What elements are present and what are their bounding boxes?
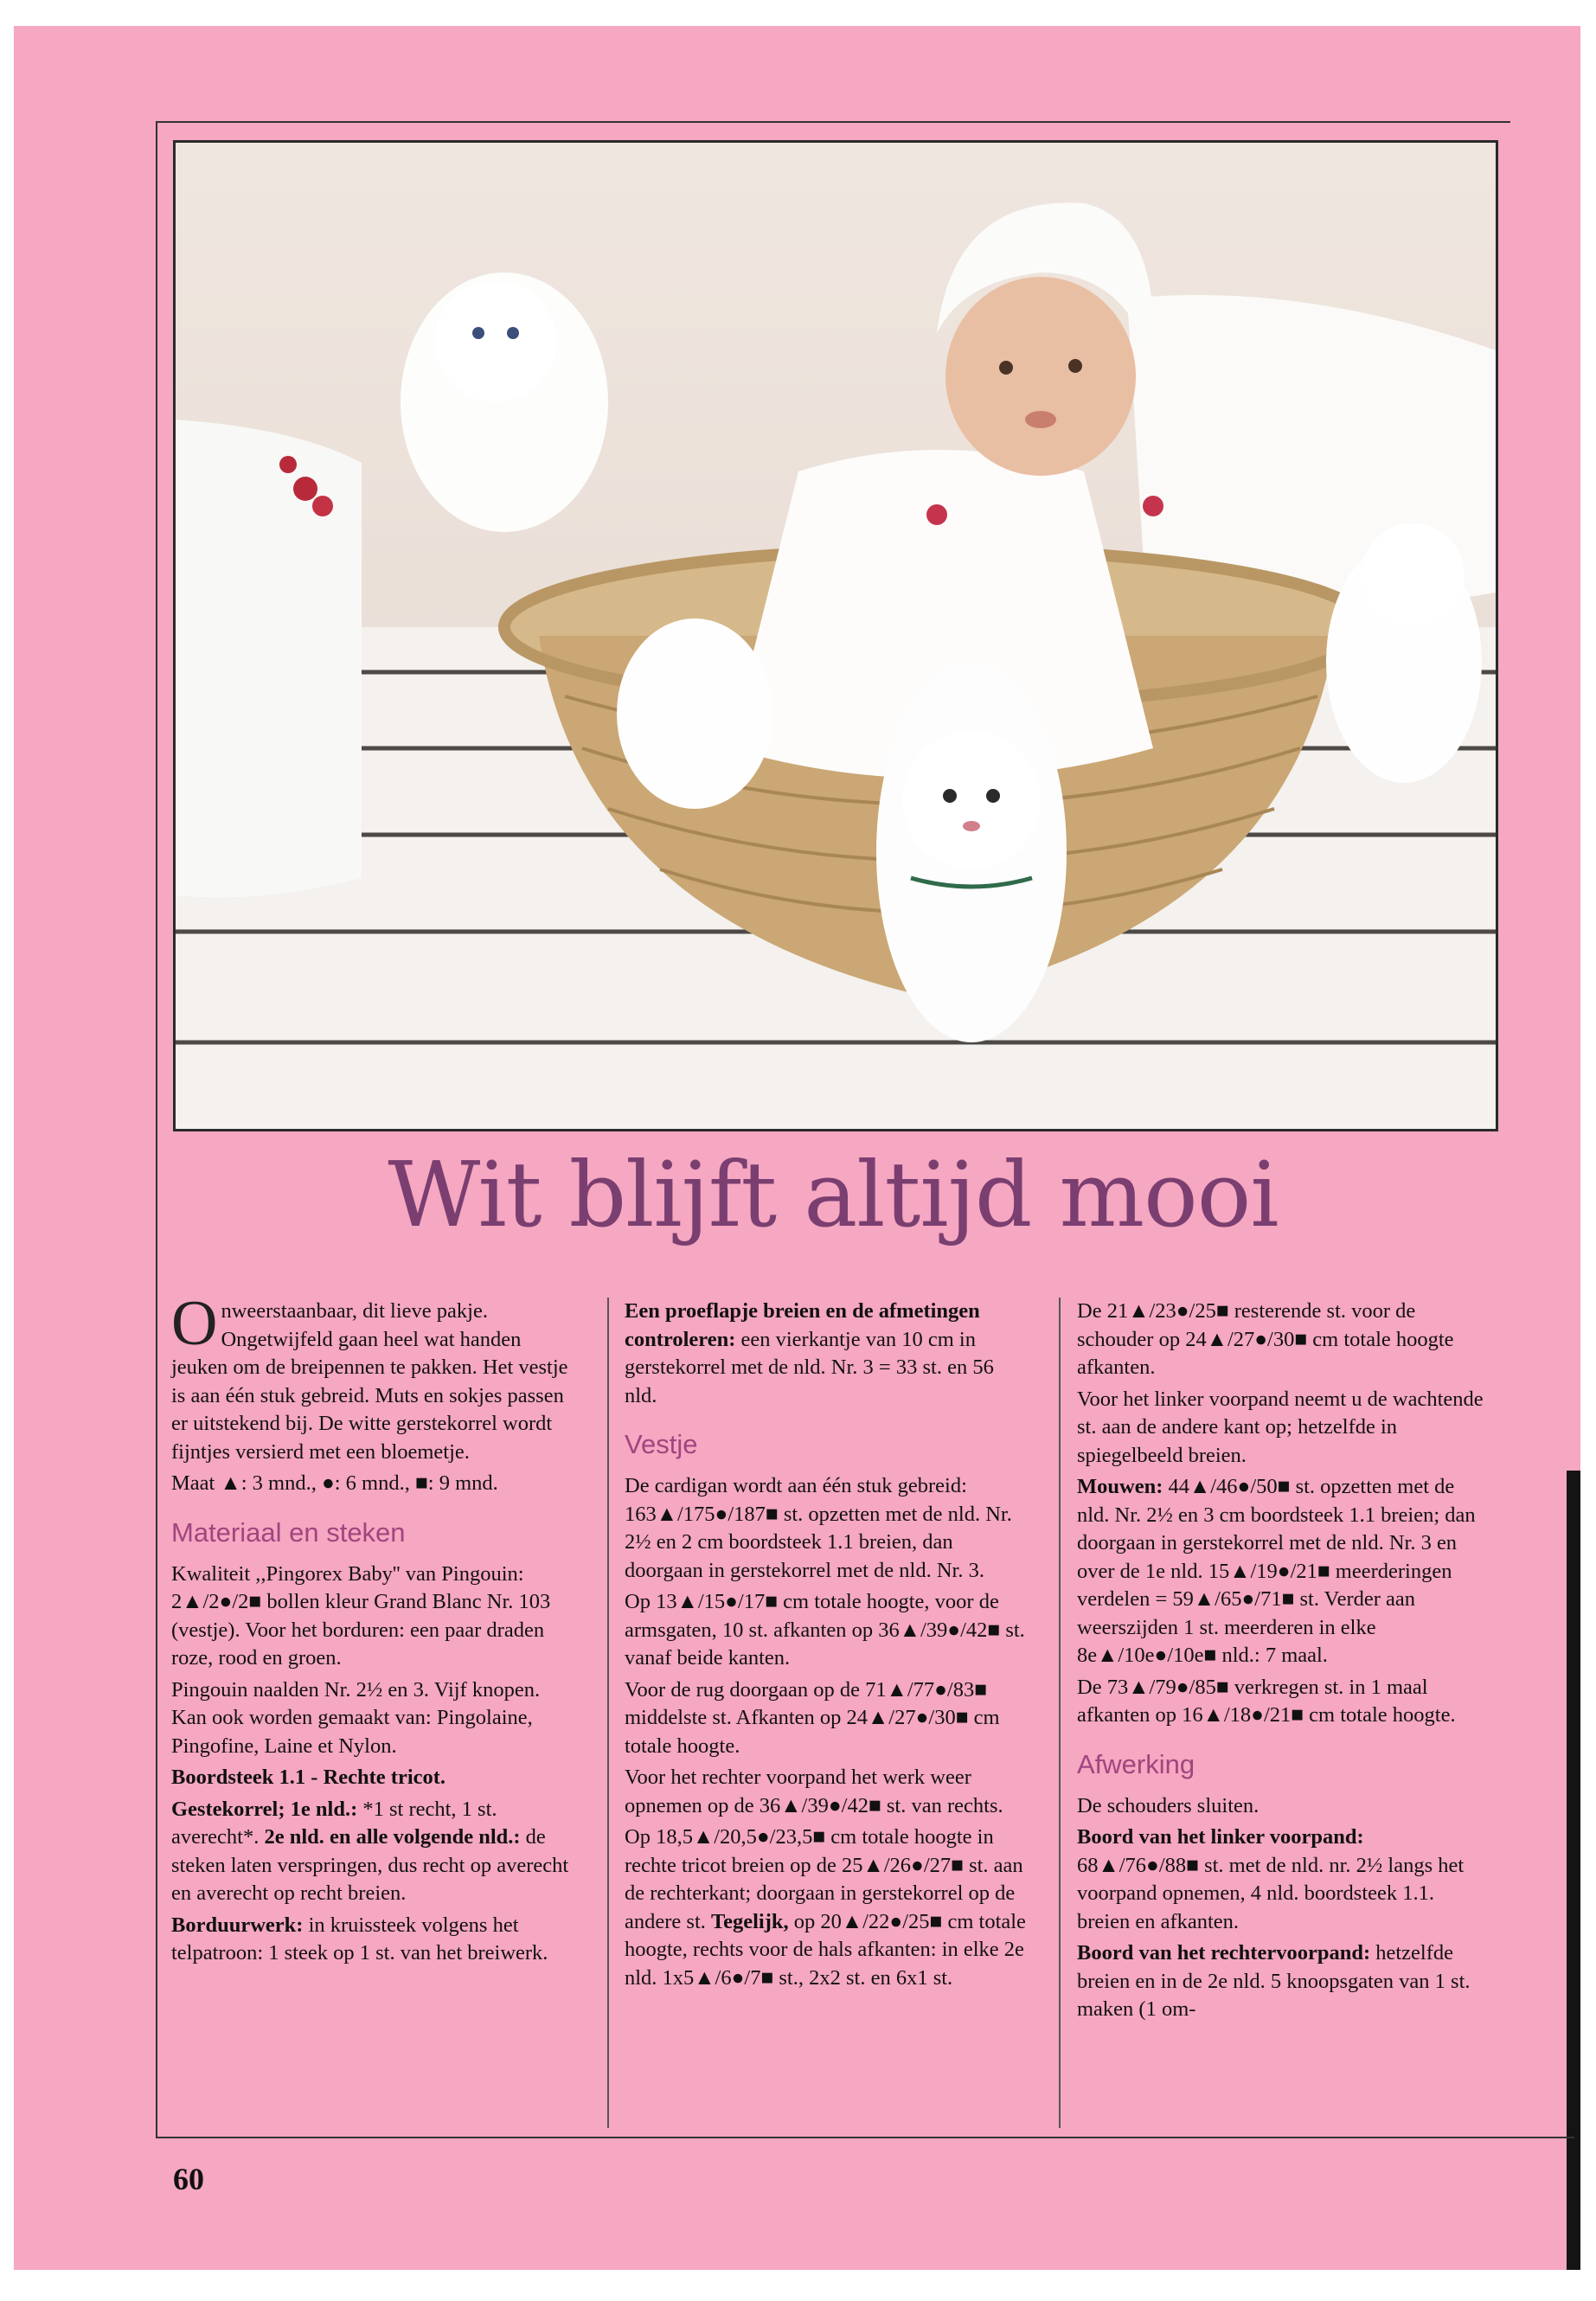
frame-top-line [156,121,1510,123]
vestje-paragraph-3: Voor de rug doorgaan op de 71▲/77●/83■ middelste st. Afkanten op 24▲/27●/30■ cm totale hoogte. [625,1677,1000,1758]
scan-border-left [0,0,14,2301]
frame-left-line [156,121,157,2137]
vestje-paragraph-5: Op 18,5▲/20,5●/23,5■ cm totale hoogte in rechte tricot breien op de 25▲/26●/27■ st. aan de rechterkant; doorgaan in gerstekorrel op de andere st. Tegelijk, op 20▲/22●/25■ cm totale hoogte, rechts voor de hals afkanten: in elke 2e nld. 1x5▲/6●/7■ st., 2x2 st. en 6x1 st. [625,1825,1026,1990]
boord-rechter-paragraph: Boord van het rechtervoorpand: hetzelfde breien en in de 2e nld. 5 knoopsgaten van 1 st. maken (1 om- [1077,1941,1471,2021]
gestekorrel-paragraph: Gestekorrel; 1e nld.: *1 st recht, 1 st. averecht*. 2e nld. en alle volgende nld.: de steken laten verspringen, dus recht op averecht en averecht op recht breien. [171,1797,569,1905]
heading-materiaal: Materiaal en steken [171,1516,406,1548]
schouders-sluiten-line: De schouders sluiten. [1077,1793,1259,1817]
kwaliteit-paragraph: Kwaliteit ,,Pingorex Baby'' van Pingouin: 2▲/2●/2■ bollen kleur Grand Blanc Nr. 103 (vestje). Voor het borduren: een paar draden roze, rood en groen. [171,1561,551,1670]
scan-shadow [1567,1471,1580,2270]
baby-in-basket-photo [173,140,1498,1131]
afkanten-paragraph: De 73▲/79●/85■ verkregen st. in 1 maal afkanten op 16▲/18●/21■ cm totale hoogte. [1077,1675,1456,1727]
text-column-1 [171,1288,571,1971]
frame-bottom-line [156,2137,1574,2138]
boord-linker-paragraph: Boord van het linker voorpand: 68▲/76●/88■ st. met de nld. nr. 2½ langs het voorpand opnemen, 4 nld. boordsteek 1.1. breien en afkanten. [1077,1825,1465,1933]
vestje-paragraph-4: Voor het rechter voorpand het werk weer opnemen op de 36▲/39●/42■ st. van rechts. [625,1766,1003,1817]
schouder-paragraph: De 21▲/23●/25■ resterende st. voor de schouder op 24▲/27●/30■ cm totale hoogte afkanten. [1077,1299,1454,1379]
photo-illustration [176,143,1496,1129]
intro-paragraph [171,1288,571,1466]
heading-afwerking: Afwerking [1077,1748,1195,1779]
naalden-paragraph: Pingouin naalden Nr. 2½ en 3. Vijf knopen. Kan ook worden gemaakt van: Pingolaine, Pingofine, Laine et Nylon. [171,1677,541,1758]
vestje-paragraph-1: De cardigan wordt aan één stuk gebreid: 163▲/175●/187■ st. opzetten met de nld. Nr. 2½ en 2 cm boordsteek 1.1 breien, dan doorgaan in gerstekorrel met de nld. Nr. 3. [625,1474,1012,1582]
boordsteek-line: Boordsteek 1.1 - Rechte tricot. [171,1766,446,1789]
scan-border-top [0,0,1596,26]
text-column-2 [625,1298,1028,1996]
page-number: 60 [173,2162,204,2196]
text-column-3 [1077,1298,1484,2028]
column-divider-1 [607,1298,609,2128]
sizes-line: Maat ▲: 3 mnd., ●: 6 mnd., ■: 9 mnd. [171,1471,498,1495]
page-title: Wit blijft altijd mooi [388,1142,1279,1247]
scan-border-bottom [0,2270,1596,2301]
column-divider-2 [1059,1298,1061,2128]
borduurwerk-paragraph: Borduurwerk: in kruissteek volgens het telpatroon: 1 steek op 1 st. van het breiwerk. [171,1913,548,1965]
scan-border-right [1580,0,1596,2301]
intro-text: nweerstaanbaar, dit lieve pakje. Ongetwijfeld gaan heel wat handen jeuken om de breipennen te pakken. Het vestje is aan één stuk gebreid. Muts en sokjes passen er uitstekend bij. De witte gerstekorrel wordt fijntjes versierd met een bloemetje. [171,1299,568,1464]
vestje-paragraph-2: Op 13▲/15●/17■ cm totale hoogte, voor de armsgaten, 10 st. afkanten op 36▲/39●/42■ st. vanaf beide kanten. [625,1590,1025,1670]
mouwen-paragraph: Mouwen: 44▲/46●/50■ st. opzetten met de nld. Nr. 2½ en 3 cm boordsteek 1.1 breien; dan doorgaan in gerstekorrel met de nld. Nr. 3 en over de 1e nld. 15▲/19●/21■ meerderingen verdelen = 59▲/65●/71■ st. Verder aan weerszijden 1 st. meerderen in elke 8e▲/10e●/10e■ nld.: 7 maal. [1077,1475,1476,1667]
drop-cap: O [171,1288,218,1359]
linker-voorpand-paragraph: Voor het linker voorpand neemt u de wachtende st. aan de andere kant op; hetzelfde in spiegelbeeld breien. [1077,1387,1484,1467]
proeflapje-paragraph: Een proeflapje breien en de afmetingen controleren: een vierkantje van 10 cm in gerstekorrel met de nld. Nr. 3 = 33 st. en 56 nld. [625,1299,994,1407]
heading-vestje: Vestje [625,1429,698,1459]
